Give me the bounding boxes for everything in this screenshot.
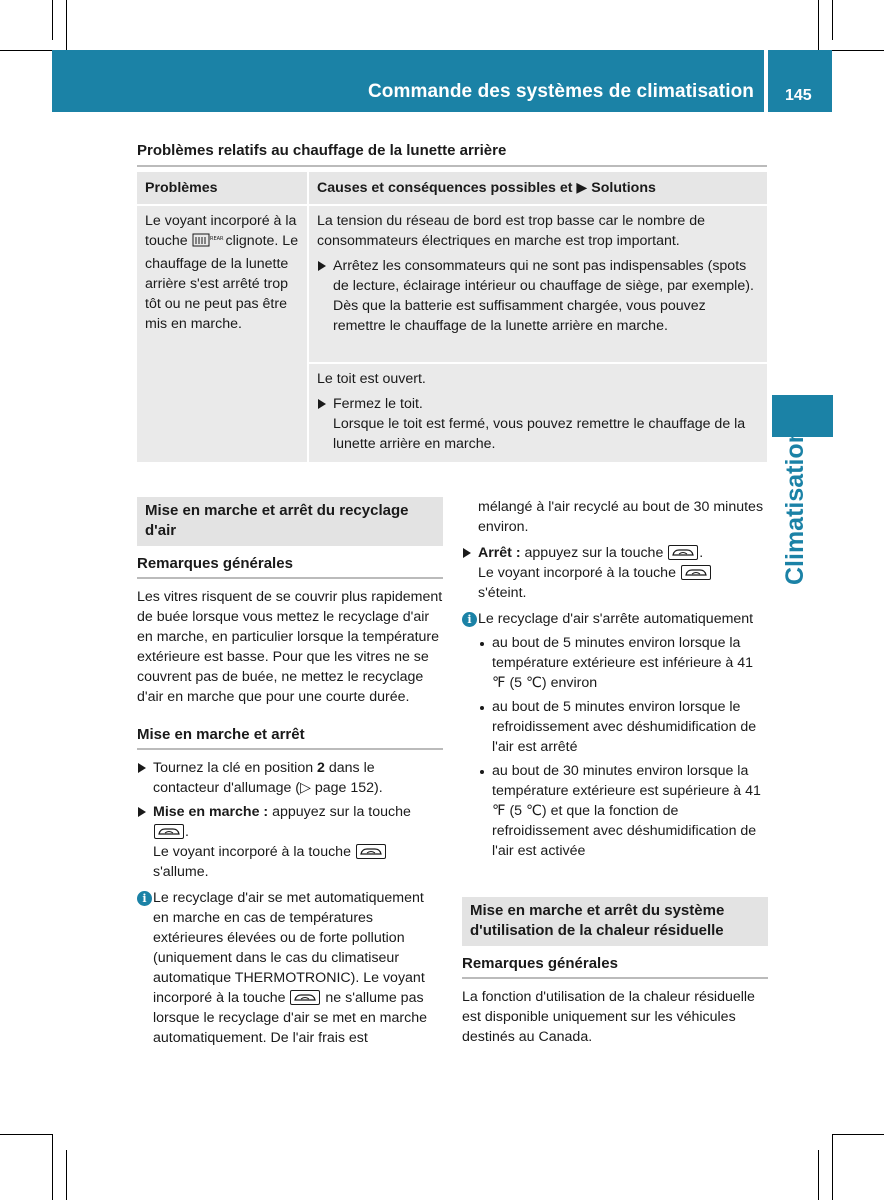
recirculation-button-icon	[356, 844, 386, 859]
info-note	[462, 609, 768, 629]
page-header	[52, 50, 764, 112]
step-switch-off	[462, 543, 768, 603]
step-switch-on	[137, 802, 443, 882]
page-title: Commande des systèmes de climatisation	[367, 81, 754, 102]
indicator-text: Le voyant incorporé à la touche	[153, 844, 351, 860]
list-item: au bout de 5 minutes environ lorsque la température extérieure est inférieure à 41 ℉ (5 ℃) environ	[462, 633, 768, 693]
crop-mark	[818, 0, 819, 50]
table-cell-cause-2	[309, 364, 767, 462]
info-icon: i	[137, 891, 152, 906]
section-title: Problèmes relatifs au chauffage de la lunette arrière	[137, 141, 767, 167]
step-label: Mise en marche :	[153, 804, 269, 820]
indicator-text: Le voyant incorporé à la touche	[478, 565, 676, 581]
info-note	[137, 888, 443, 1048]
indicator-text-cont: s'allume.	[153, 864, 209, 880]
punct: .	[185, 824, 189, 840]
rear-window-defrost-icon	[192, 233, 222, 254]
table-header-causes: Causes et conséquences possibles et ▶ Solutions	[309, 172, 767, 204]
step-text-cont: dans le contacteur d'allumage (▷ page 152).	[153, 760, 383, 796]
step-text: appuyez sur la touche	[268, 804, 411, 820]
punct: .	[699, 545, 704, 561]
problem-text-cont: clignote. Le chauffage de la lunette arrière s'est arrêté trop tôt ou ne peut pas être mis en marche.	[145, 233, 299, 332]
recirculation-button-icon	[668, 545, 698, 560]
continued-text: mélangé à l'air recyclé au bout de 30 minutes environ.	[478, 499, 764, 535]
solution-result: Dès que la batterie est suffisamment chargée, vous pouvez remettre le chauffage de la lunette arrière en marche.	[333, 298, 706, 334]
info-text: Le recyclage d'air se met automatiquement en marche en cas de températures extérieures élevées ou de forte pollution (uniquement dans le cas du climatiseur automatique THERMOTRONIC). Le voyant incorporé à la touche	[153, 890, 425, 1006]
step-turn-key	[137, 758, 443, 798]
info-text-cont: ne s'allume pas lorsque le recyclage d'air se met en marche automatiquement. De l'air frais est	[153, 990, 427, 1046]
key-position: 2	[317, 760, 325, 776]
info-text: Le recyclage d'air s'arrête automatiquement	[478, 611, 754, 627]
solution-text: Fermez le toit.	[333, 396, 423, 412]
table-cell-problem	[137, 206, 307, 462]
recirculation-button-icon	[290, 990, 320, 1005]
crop-mark	[66, 1150, 67, 1200]
general-text: La fonction d'utilisation de la chaleur résiduelle est disponible uniquement sur les véhicules destinés au Canada.	[462, 989, 755, 1045]
page-number-box	[768, 50, 832, 112]
chapter-label: Climatisation	[781, 428, 809, 585]
subheading-onoff: Mise en marche et arrêt	[137, 725, 443, 750]
crop-mark	[832, 1134, 884, 1135]
step-text: Tournez la clé en position	[153, 760, 318, 776]
crop-mark	[0, 50, 52, 51]
solution-text: Arrêtez les consommateurs qui ne sont pas indispensables (spots de lecture, éclairage intérieur ou chauffage de siège, par exemple).	[333, 258, 754, 294]
section-heading-recirculation: Mise en marche et arrêt du recyclage d'air	[137, 497, 443, 546]
indicator-text-cont: s'éteint.	[478, 585, 527, 601]
general-text: Les vitres risquent de se couvrir plus rapidement de buée lorsque vous mettez le recyclage d'air en marche, en particulier lorsque la température extérieure est basse. Pour que les vitres ne se couvrent pas de buée, ne mettez le recyclage d'air en marche que pour une courte durée.	[137, 589, 443, 705]
solution-step	[317, 394, 761, 454]
crop-mark	[818, 1150, 819, 1200]
recirculation-button-icon	[154, 824, 184, 839]
subheading-general: Remarques générales	[462, 954, 768, 979]
table-cell-cause-1	[309, 206, 767, 362]
left-column	[137, 497, 443, 1048]
svg-text:REAR: REAR	[209, 236, 224, 242]
subheading-general: Remarques générales	[137, 554, 443, 579]
crop-mark	[832, 1134, 833, 1200]
crop-mark	[66, 0, 67, 50]
right-column	[462, 497, 768, 1047]
section-heading-residual-heat: Mise en marche et arrêt du système d'utilisation de la chaleur résiduelle	[462, 897, 768, 946]
step-label: Arrêt :	[478, 545, 521, 561]
recirculation-button-icon	[681, 565, 711, 580]
cause-text: Le toit est ouvert.	[317, 371, 426, 387]
crop-mark	[832, 50, 884, 51]
list-item: au bout de 30 minutes environ lorsque la température extérieure est supérieure à 41 ℉ (5 ℃) et que la fonction de refroidissement avec déshumidification de l'air est activée	[462, 761, 768, 861]
list-item: au bout de 5 minutes environ lorsque le refroidissement avec déshumidification de l'air est arrêté	[462, 697, 768, 757]
crop-mark	[52, 0, 53, 40]
cause-text: La tension du réseau de bord est trop basse car le nombre de consommateurs électriques en marche est trop important.	[317, 213, 706, 249]
problems-table	[137, 172, 767, 462]
crop-mark	[0, 1134, 52, 1135]
crop-mark	[832, 0, 833, 40]
problem-text: Le voyant incorporé à la touche	[145, 213, 297, 249]
solution-result: Lorsque le toit est fermé, vous pouvez remettre le chauffage de la lunette arrière en marche.	[333, 416, 746, 452]
solution-step	[317, 256, 761, 336]
crop-mark	[52, 1134, 53, 1200]
step-text: appuyez sur la touche	[520, 545, 664, 561]
table-header-problems: Problèmes	[137, 172, 307, 204]
info-icon: i	[462, 612, 477, 627]
page-number: 145	[785, 87, 812, 104]
